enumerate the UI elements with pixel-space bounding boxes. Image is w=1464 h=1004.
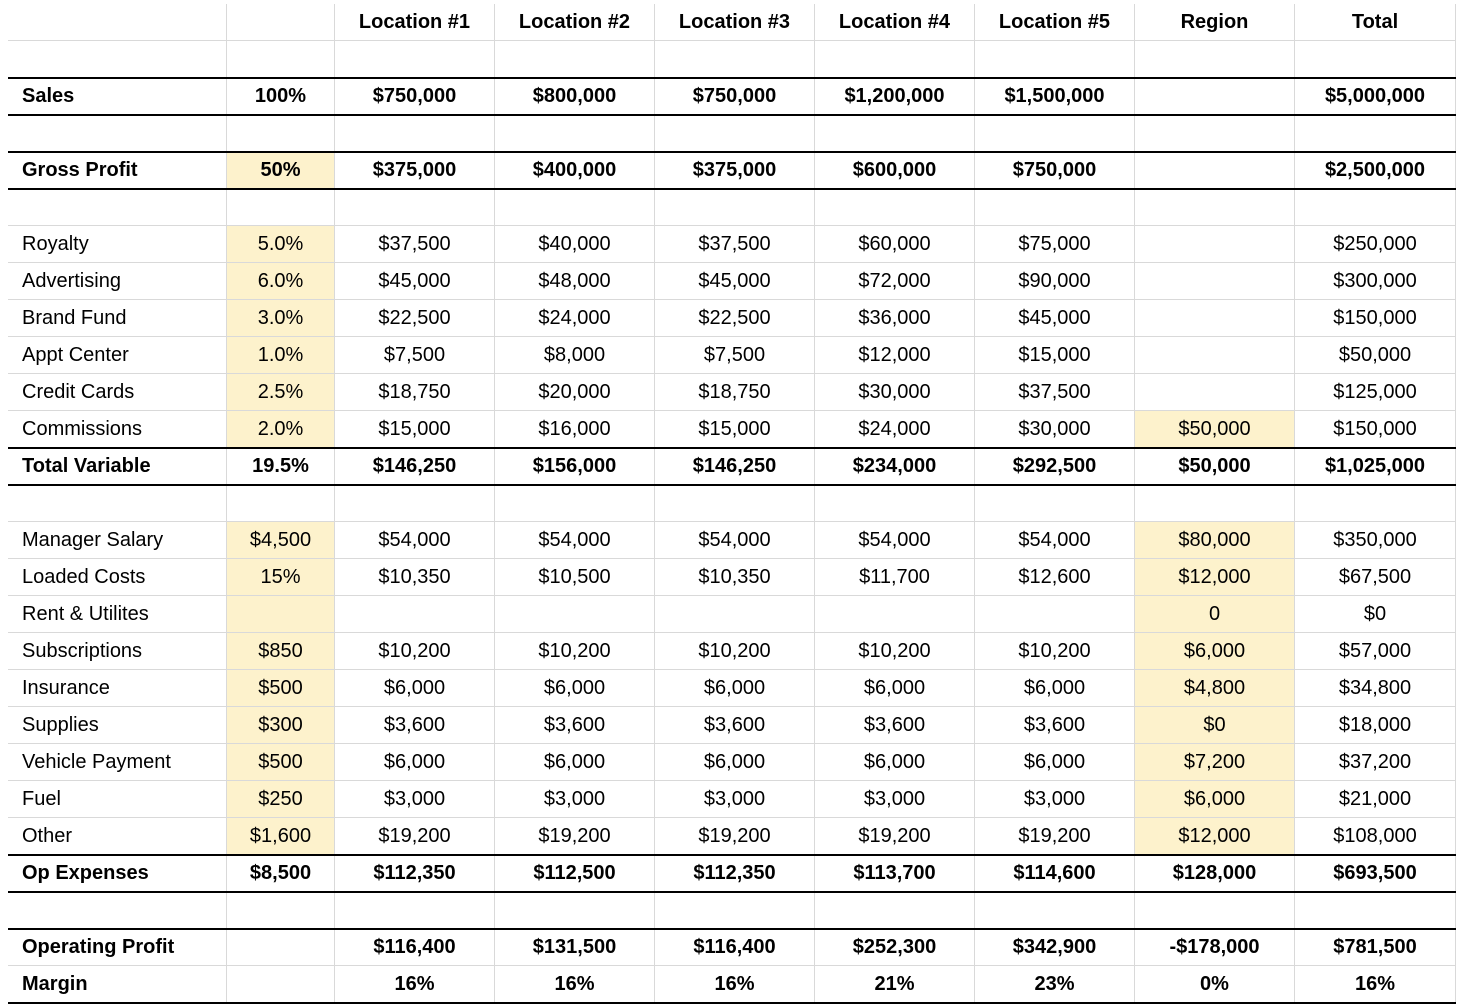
manager-salary-rate-cell[interactable]: $4,500 xyxy=(227,522,335,559)
empty-cell[interactable] xyxy=(335,115,495,152)
empty-cell[interactable] xyxy=(335,485,495,522)
margin-rate-cell[interactable] xyxy=(227,966,335,1003)
gross-profit-location-5-cell[interactable]: $750,000 xyxy=(975,152,1135,189)
vehicle-payment-location-2-cell[interactable]: $6,000 xyxy=(495,744,655,781)
empty-cell[interactable] xyxy=(495,189,655,226)
total-variable-location-1-cell[interactable]: $146,250 xyxy=(335,448,495,485)
credit-cards-region-cell[interactable] xyxy=(1135,374,1295,411)
credit-cards-location-1-cell[interactable]: $18,750 xyxy=(335,374,495,411)
empty-cell[interactable] xyxy=(227,189,335,226)
commissions-region-cell[interactable]: $50,000 xyxy=(1135,411,1295,448)
empty-cell[interactable] xyxy=(1295,115,1456,152)
commissions-location-3-cell[interactable]: $15,000 xyxy=(655,411,815,448)
empty-cell[interactable] xyxy=(8,189,227,226)
appt-center-region-cell[interactable] xyxy=(1135,337,1295,374)
manager-salary-location-4-cell[interactable]: $54,000 xyxy=(815,522,975,559)
column-header-location-2[interactable]: Location #2 xyxy=(495,4,655,41)
sales-location-4-cell[interactable]: $1,200,000 xyxy=(815,78,975,115)
advertising-location-4-cell[interactable]: $72,000 xyxy=(815,263,975,300)
sales-region-cell[interactable] xyxy=(1135,78,1295,115)
margin-location-1-cell[interactable]: 16% xyxy=(335,966,495,1003)
operating-profit-total-cell[interactable]: $781,500 xyxy=(1295,929,1456,966)
vehicle-payment-location-3-cell[interactable]: $6,000 xyxy=(655,744,815,781)
credit-cards-location-5-cell[interactable]: $37,500 xyxy=(975,374,1135,411)
op-expenses-location-5-cell[interactable]: $114,600 xyxy=(975,855,1135,892)
gross-profit-region-cell[interactable] xyxy=(1135,152,1295,189)
loaded-costs-label-cell[interactable]: Loaded Costs xyxy=(8,559,227,596)
vehicle-payment-location-5-cell[interactable]: $6,000 xyxy=(975,744,1135,781)
brand-fund-location-3-cell[interactable]: $22,500 xyxy=(655,300,815,337)
fuel-total-cell[interactable]: $21,000 xyxy=(1295,781,1456,818)
royalty-total-cell[interactable]: $250,000 xyxy=(1295,226,1456,263)
gross-profit-location-3-cell[interactable]: $375,000 xyxy=(655,152,815,189)
advertising-location-5-cell[interactable]: $90,000 xyxy=(975,263,1135,300)
column-header-total[interactable]: Total xyxy=(1295,4,1456,41)
subscriptions-region-cell[interactable]: $6,000 xyxy=(1135,633,1295,670)
row-rule xyxy=(8,447,1456,449)
royalty-location-4-cell[interactable]: $60,000 xyxy=(815,226,975,263)
brand-fund-location-2-cell[interactable]: $24,000 xyxy=(495,300,655,337)
empty-cell[interactable] xyxy=(815,485,975,522)
gross-profit-rate-cell[interactable]: 50% xyxy=(227,152,335,189)
column-header-location-1[interactable]: Location #1 xyxy=(335,4,495,41)
column-header-blank[interactable] xyxy=(8,4,227,41)
total-variable-location-3-cell[interactable]: $146,250 xyxy=(655,448,815,485)
op-expenses-label-cell[interactable]: Op Expenses xyxy=(8,855,227,892)
manager-salary-total-cell[interactable]: $350,000 xyxy=(1295,522,1456,559)
empty-cell[interactable] xyxy=(815,189,975,226)
insurance-location-4-cell[interactable]: $6,000 xyxy=(815,670,975,707)
empty-cell[interactable] xyxy=(655,189,815,226)
royalty-location-1-cell[interactable]: $37,500 xyxy=(335,226,495,263)
commissions-rate-cell[interactable]: 2.0% xyxy=(227,411,335,448)
empty-cell[interactable] xyxy=(495,892,655,929)
vehicle-payment-label-cell[interactable]: Vehicle Payment xyxy=(8,744,227,781)
fuel-location-5-cell[interactable]: $3,000 xyxy=(975,781,1135,818)
advertising-location-2-cell[interactable]: $48,000 xyxy=(495,263,655,300)
column-header-location-4[interactable]: Location #4 xyxy=(815,4,975,41)
empty-cell[interactable] xyxy=(975,189,1135,226)
credit-cards-location-3-cell[interactable]: $18,750 xyxy=(655,374,815,411)
operating-profit-label-cell[interactable]: Operating Profit xyxy=(8,929,227,966)
empty-cell[interactable] xyxy=(227,41,335,78)
empty-cell[interactable] xyxy=(1135,115,1295,152)
supplies-location-5-cell[interactable]: $3,600 xyxy=(975,707,1135,744)
rent-utilities-location-1-cell[interactable] xyxy=(335,596,495,633)
empty-cell[interactable] xyxy=(1295,485,1456,522)
loaded-costs-location-1-cell[interactable]: $10,350 xyxy=(335,559,495,596)
empty-cell[interactable] xyxy=(335,189,495,226)
subscriptions-total-cell[interactable]: $57,000 xyxy=(1295,633,1456,670)
appt-center-rate-cell[interactable]: 1.0% xyxy=(227,337,335,374)
empty-cell[interactable] xyxy=(1295,892,1456,929)
total-variable-rate-cell[interactable]: 19.5% xyxy=(227,448,335,485)
commissions-location-2-cell[interactable]: $16,000 xyxy=(495,411,655,448)
empty-cell[interactable] xyxy=(655,892,815,929)
sales-location-3-cell[interactable]: $750,000 xyxy=(655,78,815,115)
insurance-rate-cell[interactable]: $500 xyxy=(227,670,335,707)
row-rule xyxy=(8,114,1456,116)
subscriptions-rate-cell[interactable]: $850 xyxy=(227,633,335,670)
row-rule xyxy=(8,854,1456,856)
empty-cell[interactable] xyxy=(815,115,975,152)
credit-cards-location-2-cell[interactable]: $20,000 xyxy=(495,374,655,411)
empty-cell[interactable] xyxy=(495,41,655,78)
royalty-location-5-cell[interactable]: $75,000 xyxy=(975,226,1135,263)
manager-salary-location-3-cell[interactable]: $54,000 xyxy=(655,522,815,559)
sales-location-2-cell[interactable]: $800,000 xyxy=(495,78,655,115)
subscriptions-location-1-cell[interactable]: $10,200 xyxy=(335,633,495,670)
op-expenses-location-4-cell[interactable]: $113,700 xyxy=(815,855,975,892)
manager-salary-location-5-cell[interactable]: $54,000 xyxy=(975,522,1135,559)
gross-profit-location-1-cell[interactable]: $375,000 xyxy=(335,152,495,189)
empty-cell[interactable] xyxy=(227,485,335,522)
loaded-costs-location-4-cell[interactable]: $11,700 xyxy=(815,559,975,596)
supplies-label-cell[interactable]: Supplies xyxy=(8,707,227,744)
total-variable-location-4-cell[interactable]: $234,000 xyxy=(815,448,975,485)
empty-cell[interactable] xyxy=(8,485,227,522)
insurance-region-cell[interactable]: $4,800 xyxy=(1135,670,1295,707)
rent-utilities-location-4-cell[interactable] xyxy=(815,596,975,633)
loaded-costs-location-2-cell[interactable]: $10,500 xyxy=(495,559,655,596)
sales-label-cell[interactable]: Sales xyxy=(8,78,227,115)
appt-center-label-cell[interactable]: Appt Center xyxy=(8,337,227,374)
column-header-location-3[interactable]: Location #3 xyxy=(655,4,815,41)
empty-cell[interactable] xyxy=(655,485,815,522)
op-expenses-location-1-cell[interactable]: $112,350 xyxy=(335,855,495,892)
advertising-region-cell[interactable] xyxy=(1135,263,1295,300)
supplies-location-3-cell[interactable]: $3,600 xyxy=(655,707,815,744)
column-header-region[interactable]: Region xyxy=(1135,4,1295,41)
credit-cards-location-4-cell[interactable]: $30,000 xyxy=(815,374,975,411)
insurance-location-1-cell[interactable]: $6,000 xyxy=(335,670,495,707)
appt-center-location-5-cell[interactable]: $15,000 xyxy=(975,337,1135,374)
advertising-total-cell[interactable]: $300,000 xyxy=(1295,263,1456,300)
row-rule xyxy=(8,77,1456,79)
subscriptions-location-3-cell[interactable]: $10,200 xyxy=(655,633,815,670)
op-expenses-location-2-cell[interactable]: $112,500 xyxy=(495,855,655,892)
total-variable-region-cell[interactable]: $50,000 xyxy=(1135,448,1295,485)
subscriptions-location-5-cell[interactable]: $10,200 xyxy=(975,633,1135,670)
other-location-1-cell[interactable]: $19,200 xyxy=(335,818,495,855)
insurance-location-5-cell[interactable]: $6,000 xyxy=(975,670,1135,707)
appt-center-total-cell[interactable]: $50,000 xyxy=(1295,337,1456,374)
subscriptions-label-cell[interactable]: Subscriptions xyxy=(8,633,227,670)
margin-total-cell[interactable]: 16% xyxy=(1295,966,1456,1003)
advertising-location-1-cell[interactable]: $45,000 xyxy=(335,263,495,300)
empty-cell[interactable] xyxy=(1295,189,1456,226)
empty-cell[interactable] xyxy=(815,892,975,929)
margin-location-2-cell[interactable]: 16% xyxy=(495,966,655,1003)
other-location-5-cell[interactable]: $19,200 xyxy=(975,818,1135,855)
empty-cell[interactable] xyxy=(8,115,227,152)
brand-fund-region-cell[interactable] xyxy=(1135,300,1295,337)
empty-cell[interactable] xyxy=(975,115,1135,152)
commissions-location-4-cell[interactable]: $24,000 xyxy=(815,411,975,448)
commissions-total-cell[interactable]: $150,000 xyxy=(1295,411,1456,448)
appt-center-location-3-cell[interactable]: $7,500 xyxy=(655,337,815,374)
loaded-costs-total-cell[interactable]: $67,500 xyxy=(1295,559,1456,596)
vehicle-payment-region-cell[interactable]: $7,200 xyxy=(1135,744,1295,781)
other-location-3-cell[interactable]: $19,200 xyxy=(655,818,815,855)
empty-cell[interactable] xyxy=(335,892,495,929)
margin-region-cell[interactable]: 0% xyxy=(1135,966,1295,1003)
vehicle-payment-rate-cell[interactable]: $500 xyxy=(227,744,335,781)
row-rule xyxy=(8,484,1456,486)
empty-cell[interactable] xyxy=(227,892,335,929)
royalty-location-2-cell[interactable]: $40,000 xyxy=(495,226,655,263)
credit-cards-label-cell[interactable]: Credit Cards xyxy=(8,374,227,411)
subscriptions-location-4-cell[interactable]: $10,200 xyxy=(815,633,975,670)
margin-location-4-cell[interactable]: 21% xyxy=(815,966,975,1003)
empty-cell[interactable] xyxy=(495,115,655,152)
vehicle-payment-location-4-cell[interactable]: $6,000 xyxy=(815,744,975,781)
gross-profit-location-4-cell[interactable]: $600,000 xyxy=(815,152,975,189)
total-variable-label-cell[interactable]: Total Variable xyxy=(8,448,227,485)
manager-salary-label-cell[interactable]: Manager Salary xyxy=(8,522,227,559)
empty-cell[interactable] xyxy=(815,41,975,78)
total-variable-total-cell[interactable]: $1,025,000 xyxy=(1295,448,1456,485)
other-location-4-cell[interactable]: $19,200 xyxy=(815,818,975,855)
operating-profit-location-3-cell[interactable]: $116,400 xyxy=(655,929,815,966)
operating-profit-location-5-cell[interactable]: $342,900 xyxy=(975,929,1135,966)
gross-profit-label-cell[interactable]: Gross Profit xyxy=(8,152,227,189)
royalty-location-3-cell[interactable]: $37,500 xyxy=(655,226,815,263)
vehicle-payment-total-cell[interactable]: $37,200 xyxy=(1295,744,1456,781)
empty-cell[interactable] xyxy=(1135,485,1295,522)
margin-label-cell[interactable]: Margin xyxy=(8,966,227,1003)
margin-location-3-cell[interactable]: 16% xyxy=(655,966,815,1003)
op-expenses-rate-cell[interactable]: $8,500 xyxy=(227,855,335,892)
insurance-total-cell[interactable]: $34,800 xyxy=(1295,670,1456,707)
rent-utilities-total-cell[interactable]: $0 xyxy=(1295,596,1456,633)
row-rule xyxy=(8,188,1456,190)
operating-profit-region-cell[interactable]: -$178,000 xyxy=(1135,929,1295,966)
appt-center-location-2-cell[interactable]: $8,000 xyxy=(495,337,655,374)
gross-profit-location-2-cell[interactable]: $400,000 xyxy=(495,152,655,189)
brand-fund-total-cell[interactable]: $150,000 xyxy=(1295,300,1456,337)
insurance-label-cell[interactable]: Insurance xyxy=(8,670,227,707)
commissions-location-5-cell[interactable]: $30,000 xyxy=(975,411,1135,448)
supplies-rate-cell[interactable]: $300 xyxy=(227,707,335,744)
column-header-location-5[interactable]: Location #5 xyxy=(975,4,1135,41)
insurance-location-2-cell[interactable]: $6,000 xyxy=(495,670,655,707)
op-expenses-region-cell[interactable]: $128,000 xyxy=(1135,855,1295,892)
commissions-label-cell[interactable]: Commissions xyxy=(8,411,227,448)
royalty-region-cell[interactable] xyxy=(1135,226,1295,263)
other-total-cell[interactable]: $108,000 xyxy=(1295,818,1456,855)
column-header-blank[interactable] xyxy=(227,4,335,41)
loaded-costs-location-3-cell[interactable]: $10,350 xyxy=(655,559,815,596)
other-region-cell[interactable]: $12,000 xyxy=(1135,818,1295,855)
gross-profit-total-cell[interactable]: $2,500,000 xyxy=(1295,152,1456,189)
operating-profit-location-1-cell[interactable]: $116,400 xyxy=(335,929,495,966)
commissions-location-1-cell[interactable]: $15,000 xyxy=(335,411,495,448)
operating-profit-location-4-cell[interactable]: $252,300 xyxy=(815,929,975,966)
empty-cell[interactable] xyxy=(495,485,655,522)
empty-cell[interactable] xyxy=(975,485,1135,522)
other-rate-cell[interactable]: $1,600 xyxy=(227,818,335,855)
sales-total-cell[interactable]: $5,000,000 xyxy=(1295,78,1456,115)
empty-cell[interactable] xyxy=(975,892,1135,929)
brand-fund-rate-cell[interactable]: 3.0% xyxy=(227,300,335,337)
sales-location-5-cell[interactable]: $1,500,000 xyxy=(975,78,1135,115)
appt-center-location-4-cell[interactable]: $12,000 xyxy=(815,337,975,374)
royalty-rate-cell[interactable]: 5.0% xyxy=(227,226,335,263)
brand-fund-location-4-cell[interactable]: $36,000 xyxy=(815,300,975,337)
fuel-location-2-cell[interactable]: $3,000 xyxy=(495,781,655,818)
manager-salary-region-cell[interactable]: $80,000 xyxy=(1135,522,1295,559)
empty-cell[interactable] xyxy=(655,41,815,78)
sales-location-1-cell[interactable]: $750,000 xyxy=(335,78,495,115)
supplies-location-1-cell[interactable]: $3,600 xyxy=(335,707,495,744)
empty-cell[interactable] xyxy=(1135,892,1295,929)
empty-cell[interactable] xyxy=(1135,189,1295,226)
empty-cell[interactable] xyxy=(8,41,227,78)
manager-salary-location-2-cell[interactable]: $54,000 xyxy=(495,522,655,559)
brand-fund-location-1-cell[interactable]: $22,500 xyxy=(335,300,495,337)
fuel-location-3-cell[interactable]: $3,000 xyxy=(655,781,815,818)
rent-utilities-location-2-cell[interactable] xyxy=(495,596,655,633)
supplies-total-cell[interactable]: $18,000 xyxy=(1295,707,1456,744)
loaded-costs-location-5-cell[interactable]: $12,600 xyxy=(975,559,1135,596)
advertising-label-cell[interactable]: Advertising xyxy=(8,263,227,300)
manager-salary-location-1-cell[interactable]: $54,000 xyxy=(335,522,495,559)
empty-cell[interactable] xyxy=(8,892,227,929)
advertising-location-3-cell[interactable]: $45,000 xyxy=(655,263,815,300)
fuel-label-cell[interactable]: Fuel xyxy=(8,781,227,818)
empty-cell[interactable] xyxy=(1135,41,1295,78)
supplies-location-4-cell[interactable]: $3,600 xyxy=(815,707,975,744)
brand-fund-location-5-cell[interactable]: $45,000 xyxy=(975,300,1135,337)
appt-center-location-1-cell[interactable]: $7,500 xyxy=(335,337,495,374)
advertising-rate-cell[interactable]: 6.0% xyxy=(227,263,335,300)
row-rule xyxy=(8,928,1456,930)
empty-cell[interactable] xyxy=(655,115,815,152)
op-expenses-total-cell[interactable]: $693,500 xyxy=(1295,855,1456,892)
operating-profit-rate-cell[interactable] xyxy=(227,929,335,966)
other-location-2-cell[interactable]: $19,200 xyxy=(495,818,655,855)
royalty-label-cell[interactable]: Royalty xyxy=(8,226,227,263)
margin-location-5-cell[interactable]: 23% xyxy=(975,966,1135,1003)
subscriptions-location-2-cell[interactable]: $10,200 xyxy=(495,633,655,670)
empty-cell[interactable] xyxy=(335,41,495,78)
supplies-region-cell[interactable]: $0 xyxy=(1135,707,1295,744)
fuel-rate-cell[interactable]: $250 xyxy=(227,781,335,818)
rent-utilities-rate-cell[interactable] xyxy=(227,596,335,633)
empty-cell[interactable] xyxy=(975,41,1135,78)
rent-utilities-region-cell[interactable]: 0 xyxy=(1135,596,1295,633)
total-variable-location-5-cell[interactable]: $292,500 xyxy=(975,448,1135,485)
brand-fund-label-cell[interactable]: Brand Fund xyxy=(8,300,227,337)
rent-utilities-location-3-cell[interactable] xyxy=(655,596,815,633)
empty-cell[interactable] xyxy=(1295,41,1456,78)
fuel-region-cell[interactable]: $6,000 xyxy=(1135,781,1295,818)
operating-profit-location-2-cell[interactable]: $131,500 xyxy=(495,929,655,966)
row-rule xyxy=(8,891,1456,893)
insurance-location-3-cell[interactable]: $6,000 xyxy=(655,670,815,707)
fuel-location-1-cell[interactable]: $3,000 xyxy=(335,781,495,818)
fuel-location-4-cell[interactable]: $3,000 xyxy=(815,781,975,818)
rent-utilities-location-5-cell[interactable] xyxy=(975,596,1135,633)
sales-rate-cell[interactable]: 100% xyxy=(227,78,335,115)
row-rule xyxy=(8,151,1456,153)
op-expenses-location-3-cell[interactable]: $112,350 xyxy=(655,855,815,892)
loaded-costs-rate-cell[interactable]: 15% xyxy=(227,559,335,596)
rent-utilities-label-cell[interactable]: Rent & Utilites xyxy=(8,596,227,633)
vehicle-payment-location-1-cell[interactable]: $6,000 xyxy=(335,744,495,781)
other-label-cell[interactable]: Other xyxy=(8,818,227,855)
credit-cards-total-cell[interactable]: $125,000 xyxy=(1295,374,1456,411)
loaded-costs-region-cell[interactable]: $12,000 xyxy=(1135,559,1295,596)
empty-cell[interactable] xyxy=(227,115,335,152)
total-variable-location-2-cell[interactable]: $156,000 xyxy=(495,448,655,485)
supplies-location-2-cell[interactable]: $3,600 xyxy=(495,707,655,744)
credit-cards-rate-cell[interactable]: 2.5% xyxy=(227,374,335,411)
